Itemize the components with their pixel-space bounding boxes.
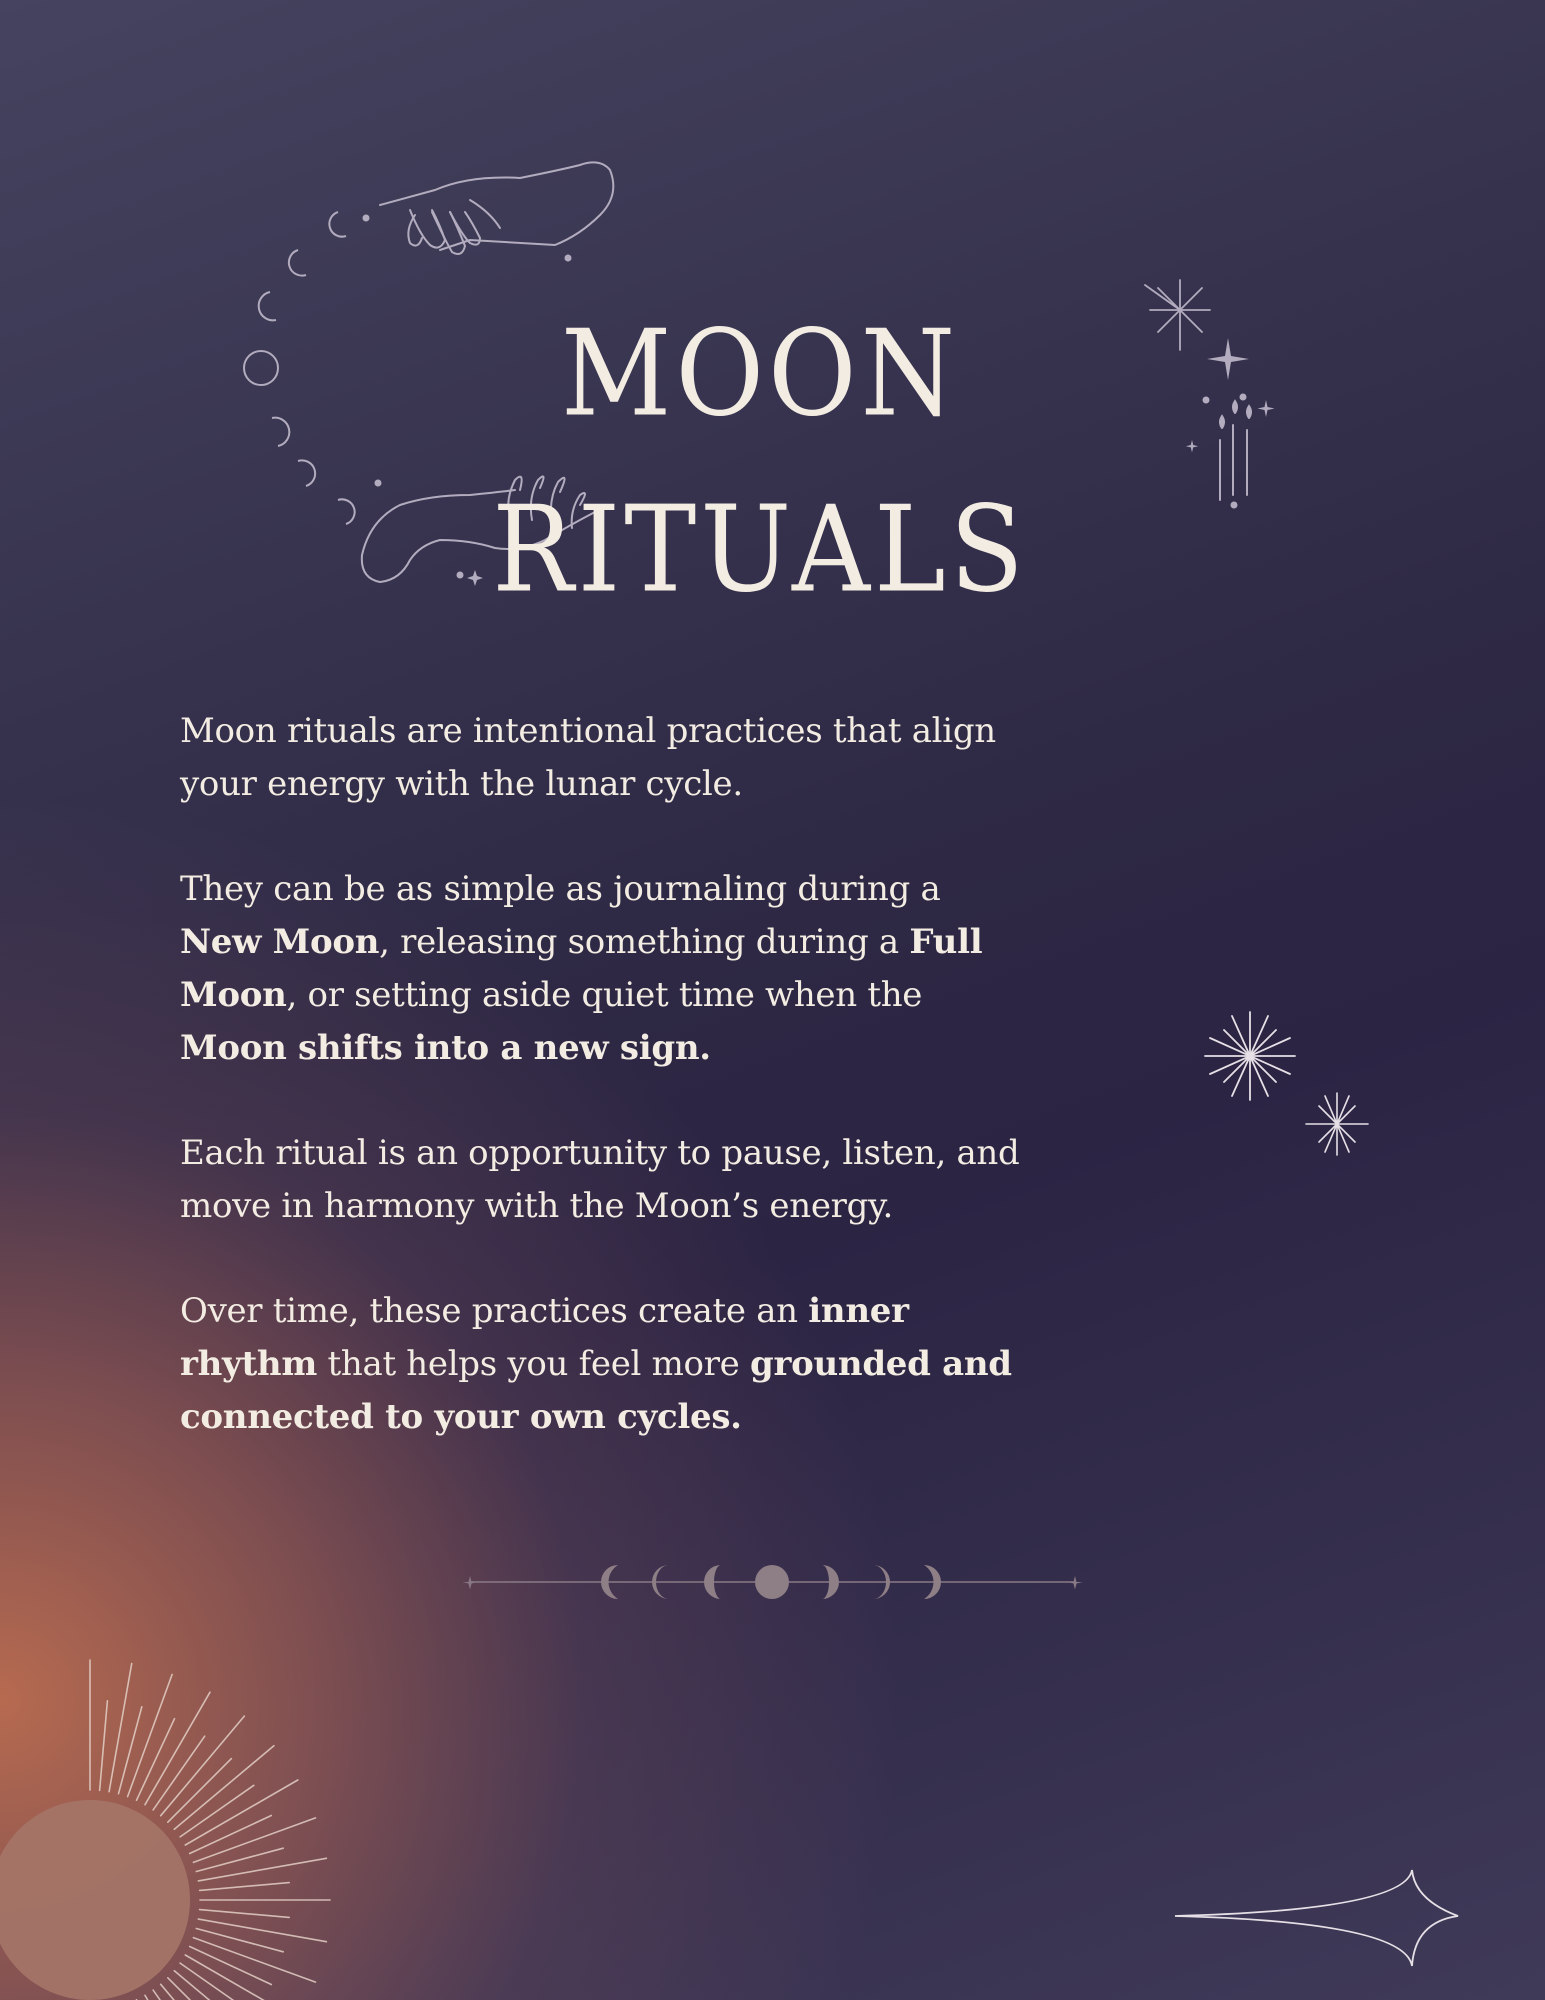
- text-run: Moon rituals are intentional practices that align your energy with the lunar cycle.: [180, 711, 996, 804]
- text-run: , releasing something during a: [379, 922, 910, 962]
- sunburst-ray: [145, 1692, 210, 1805]
- bold-text: inner rhythm: [180, 1291, 909, 1384]
- sunburst-ray: [109, 1664, 132, 1792]
- moon-phases-divider: [463, 1565, 1083, 1599]
- hand-top-icon: [364, 162, 614, 260]
- bold-text: Full Moon: [180, 922, 983, 1015]
- sunburst-ray: [180, 1963, 254, 2000]
- bold-text: grounded and connected to your own cycles.: [180, 1344, 1012, 1437]
- sparkle-small-icon: [1306, 1093, 1368, 1155]
- text-run: They can be as simple as journaling during a: [180, 869, 941, 909]
- sunburst-ray: [200, 1910, 290, 1918]
- sunburst-ray: [145, 1995, 210, 2000]
- text-run: Each ritual is an opportunity to pause, listen, and move in harmony with the Moon’s energy.: [180, 1133, 1020, 1226]
- sunburst-ray: [174, 1971, 274, 2000]
- body-paragraph: [180, 705, 1030, 811]
- sunburst-icon: [0, 1660, 330, 2000]
- candles-icon: [1204, 395, 1252, 508]
- sunburst-ray: [168, 1978, 232, 2000]
- text-run: that helps you feel more: [317, 1344, 751, 1384]
- sunburst-ray: [161, 1984, 245, 2000]
- sunburst-ray: [100, 1701, 108, 1791]
- sunburst-ray: [200, 1883, 290, 1891]
- page-title: MOON RITUALS: [492, 305, 1028, 620]
- sparkle-icon: [1205, 1012, 1295, 1100]
- text-run: Over time, these practices create an: [180, 1291, 809, 1331]
- bold-text: New Moon: [180, 922, 380, 962]
- sunburst-ray: [185, 1780, 297, 1845]
- body-paragraph: [180, 1127, 1030, 1233]
- body-paragraph: [180, 1285, 1030, 1444]
- text-run: , or setting aside quiet time when the: [286, 975, 923, 1015]
- sunburst-ray: [198, 1858, 326, 1881]
- bold-text: Moon shifts into a new sign.: [180, 1028, 711, 1068]
- four-point-star-icon: [1175, 1870, 1458, 1966]
- sunburst-ray: [198, 1919, 326, 1942]
- body-text: [180, 705, 1030, 1496]
- body-paragraph: [180, 863, 1030, 1075]
- sunburst-ray: [153, 1990, 205, 2000]
